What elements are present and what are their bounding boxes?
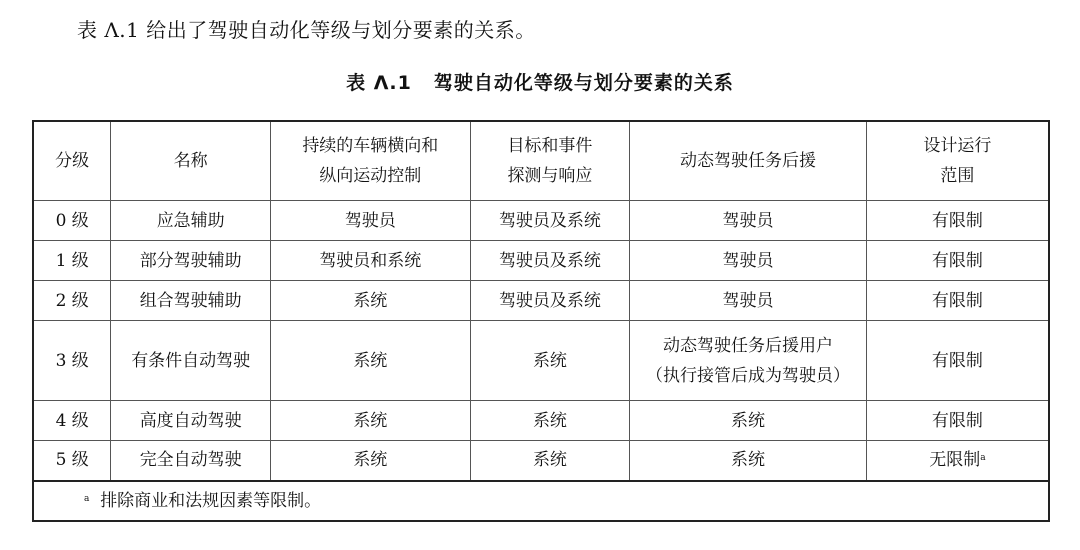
cell-fallback (630, 401, 867, 441)
cell-level (33, 201, 111, 241)
cell-text: 5 级 (55, 450, 89, 471)
header-line: 范围 (940, 166, 975, 186)
cell-odd (866, 201, 1049, 241)
cell-fallback (630, 321, 867, 401)
cell-control (271, 281, 471, 321)
header-line: 纵向运动控制 (319, 166, 422, 186)
header-line: 目标和事件 (507, 136, 593, 156)
header-line: 设计运行 (923, 136, 992, 156)
cell-control (271, 441, 471, 481)
cell-line: 驾驶员 (722, 250, 774, 271)
cell-text: 3 级 (55, 350, 89, 371)
cell-text: 系统 (532, 410, 567, 431)
cell-line: 系统 (731, 450, 766, 471)
cell-text: 驾驶员 (344, 210, 396, 231)
table-row (33, 401, 1049, 441)
footnote (33, 481, 1049, 521)
cell-oedr (470, 281, 630, 321)
cell-level (33, 401, 111, 441)
cell-text: 系统 (353, 350, 388, 371)
cell-name (111, 201, 271, 241)
cell-oedr (470, 201, 630, 241)
cell-text: 有限制 (931, 350, 983, 371)
cell-line: 驾驶员 (722, 290, 774, 311)
footnote-text: 排除商业和法规因素等限制。 (100, 490, 322, 511)
table-row (33, 201, 1049, 241)
cell-oedr (470, 401, 630, 441)
table-row (33, 241, 1049, 281)
cell-name (111, 441, 271, 481)
cell-text: 有条件自动驾驶 (131, 350, 251, 371)
cell-control (271, 321, 471, 401)
header-line: 持续的车辆横向和 (302, 136, 439, 156)
cell-line: 系统 (731, 410, 766, 431)
column-header-fallback (630, 121, 867, 201)
column-header-name (111, 121, 271, 201)
column-header-motion-control (271, 121, 471, 201)
column-header-odd (866, 121, 1049, 201)
cell-fallback (630, 281, 867, 321)
cell-control (271, 201, 471, 241)
cell-text: 无限制 (929, 450, 981, 471)
column-header-object-event-detection (470, 121, 630, 201)
cell-text: 系统 (353, 450, 388, 471)
cell-oedr (470, 321, 630, 401)
cell-text: 系统 (532, 350, 567, 371)
header-line: 名称 (173, 151, 208, 171)
table-row (33, 321, 1049, 401)
footnote-marker: a (980, 453, 986, 464)
column-header-level (33, 121, 111, 201)
cell-name (111, 241, 271, 281)
cell-text: 有限制 (931, 250, 983, 271)
cell-text: 完全自动驾驶 (139, 450, 242, 471)
cell-odd (866, 321, 1049, 401)
cell-name (111, 401, 271, 441)
header-line: 动态驾驶任务后援 (680, 151, 817, 171)
cell-text: 驾驶员及系统 (498, 250, 601, 271)
cell-text: 有限制 (931, 210, 983, 231)
cell-odd (866, 241, 1049, 281)
cell-text: 系统 (353, 410, 388, 431)
cell-line: 驾驶员 (722, 210, 774, 231)
table-header-row (33, 121, 1049, 201)
cell-oedr (470, 441, 630, 481)
cell-level (33, 241, 111, 281)
cell-text: 驾驶员及系统 (498, 290, 601, 311)
cell-oedr (470, 241, 630, 281)
cell-text: 4 级 (55, 410, 89, 431)
cell-line: （执行接管后成为驾驶员） (646, 365, 851, 386)
table-title: 驾驶自动化等级与划分要素的关系 (433, 72, 734, 94)
cell-text: 2 级 (55, 290, 89, 311)
cell-text: 驾驶员及系统 (498, 210, 601, 231)
cell-text: 驾驶员和系统 (319, 250, 422, 271)
cell-fallback (630, 201, 867, 241)
cell-level (33, 441, 111, 481)
cell-text: 组合驾驶辅助 (139, 290, 242, 311)
header-line: 分级 (55, 151, 90, 171)
cell-fallback (630, 241, 867, 281)
cell-name (111, 321, 271, 401)
table-caption (0, 68, 1080, 95)
cell-text: 部分驾驶辅助 (139, 250, 242, 271)
intro-paragraph: 表 Λ.1 给出了驾驶自动化等级与划分要素的关系。 (77, 18, 536, 42)
cell-odd (866, 441, 1049, 481)
cell-level (33, 321, 111, 401)
cell-text: 有限制 (931, 410, 983, 431)
table-row (33, 441, 1049, 481)
cell-control (271, 241, 471, 281)
automation-levels-table (32, 120, 1050, 522)
cell-odd (866, 281, 1049, 321)
cell-fallback (630, 441, 867, 481)
table-number: 表 Λ.1 (346, 72, 412, 94)
cell-text: 0 级 (55, 210, 89, 231)
cell-text: 应急辅助 (156, 210, 225, 231)
cell-name (111, 281, 271, 321)
header-line: 探测与响应 (507, 166, 593, 186)
cell-control (271, 401, 471, 441)
cell-text: 有限制 (931, 290, 983, 311)
cell-text: 系统 (532, 450, 567, 471)
footnote-mark: a (84, 493, 90, 504)
cell-text: 1 级 (55, 250, 89, 271)
table-row (33, 281, 1049, 321)
cell-text: 系统 (353, 290, 388, 311)
footnote-row (33, 481, 1049, 521)
cell-text: 高度自动驾驶 (139, 410, 242, 431)
cell-line: 动态驾驶任务后援用户 (663, 335, 834, 356)
cell-level (33, 281, 111, 321)
cell-odd (866, 401, 1049, 441)
